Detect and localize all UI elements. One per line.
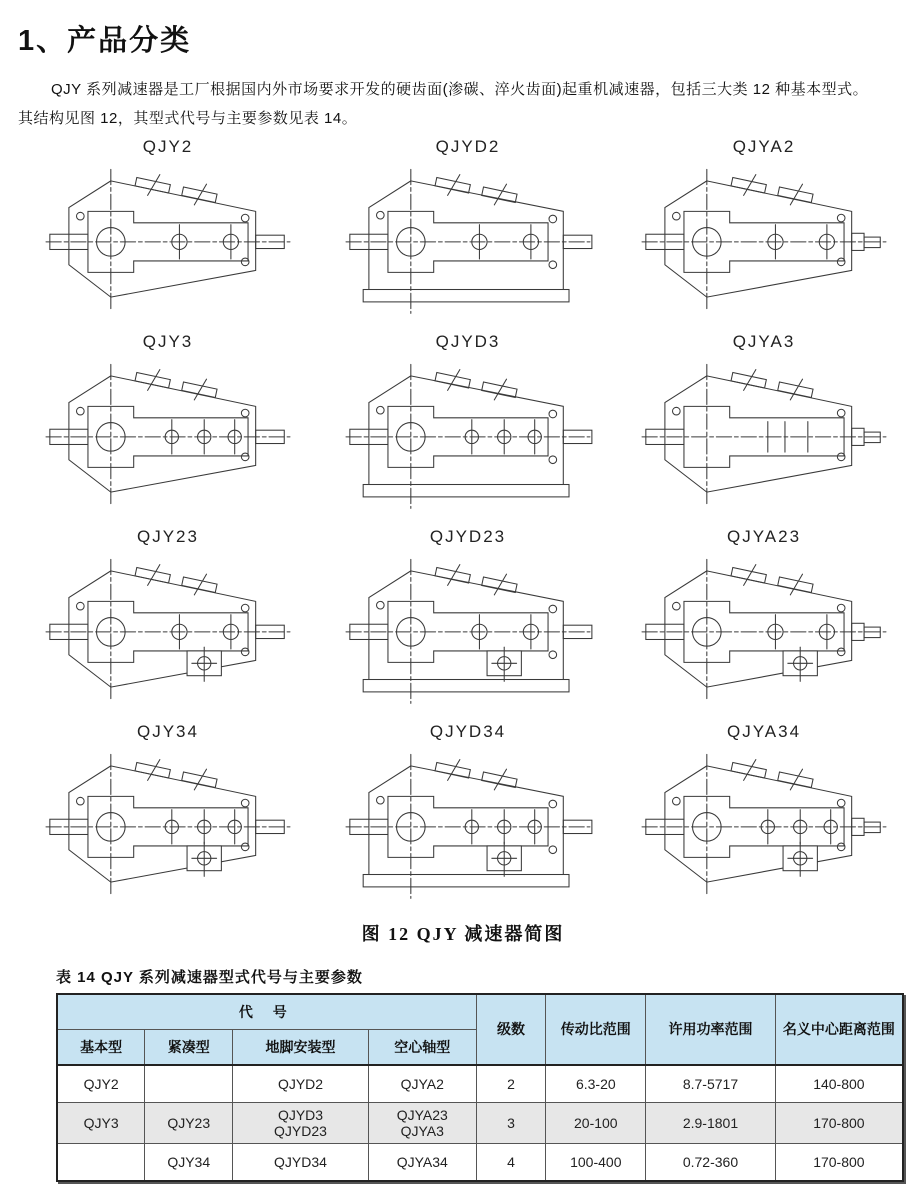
page-title: 1、产品分类 (18, 25, 192, 57)
figure-item (18, 331, 318, 526)
figure-item (618, 721, 910, 916)
figure-item (618, 136, 910, 331)
table-cell (57, 1143, 145, 1181)
model-label: QJYA23 (726, 526, 802, 546)
figure-item (618, 331, 910, 526)
gearbox-drawing (42, 158, 294, 320)
params-table (56, 993, 904, 1182)
intro-line-1: QJY 系列减速器是工厂根据国内外市场要求开发的硬齿面(渗碳、淬火齿面)起重机减速器，包括三大类 12 种基本型式。 (51, 81, 869, 98)
column-header-power: 许用功率范围 (646, 994, 776, 1065)
table-cell: 2.9-1801 (646, 1102, 776, 1143)
table-row (57, 1065, 903, 1103)
column-header-stages: 级数 (476, 994, 546, 1065)
intro-line-2: 其结构见图 12，其型式代号与主要参数见表 14。 (18, 110, 358, 128)
table-cell (145, 1065, 233, 1103)
table-cell: QJYD3 QJYD23 (233, 1102, 369, 1143)
table-cell: 3 (476, 1102, 546, 1143)
table-cell: 2 (476, 1065, 546, 1103)
model-label: QJYA2 (732, 136, 796, 156)
params-table-head (57, 994, 903, 1065)
column-header-hollow: 空心轴型 (368, 1029, 476, 1065)
gearbox-drawing (638, 743, 890, 905)
table-cell: QJY34 (145, 1143, 233, 1181)
table-cell: QJYA23 QJYA3 (368, 1102, 476, 1143)
column-header-compact: 紧凑型 (145, 1029, 233, 1065)
model-label: QJYD3 (435, 331, 501, 351)
model-label: QJYD34 (429, 721, 507, 741)
table-cell: QJYD34 (233, 1143, 369, 1181)
model-label: QJY23 (137, 526, 199, 546)
gearbox-drawing (638, 353, 890, 515)
gearbox-drawing (342, 743, 594, 905)
table-row (57, 1143, 903, 1181)
gearbox-drawing (638, 158, 890, 320)
table-cell: 140-800 (775, 1065, 903, 1103)
column-header-ratio: 传动比范围 (546, 994, 646, 1065)
table-cell: 8.7-5717 (646, 1065, 776, 1103)
column-header-basic: 基本型 (57, 1029, 145, 1065)
gearbox-drawing (42, 353, 294, 515)
table-cell: 4 (476, 1143, 546, 1181)
figure-item (318, 721, 618, 916)
table-caption: 表 14 QJY 系列减速器型式代号与主要参数 (56, 968, 363, 986)
table-cell: QJYA34 (368, 1143, 476, 1181)
model-label: QJY34 (137, 721, 199, 741)
table-cell: QJY3 (57, 1102, 145, 1143)
table-cell: 20-100 (546, 1102, 646, 1143)
table-cell: QJY23 (145, 1102, 233, 1143)
table-cell: 6.3-20 (546, 1065, 646, 1103)
table-cell: QJYD2 (233, 1065, 369, 1103)
figure-item (18, 136, 318, 331)
table-cell: 170-800 (775, 1102, 903, 1143)
gearbox-drawing (342, 353, 594, 515)
gearbox-drawing (638, 548, 890, 710)
figure-item (318, 136, 618, 331)
figure-item (18, 721, 318, 916)
table-cell: QJY2 (57, 1065, 145, 1103)
params-table-body (57, 1065, 903, 1181)
model-label: QJYD2 (435, 136, 501, 156)
model-label: QJYA34 (726, 721, 802, 741)
model-label: QJYD23 (429, 526, 507, 546)
table-cell: QJYA2 (368, 1065, 476, 1103)
model-label: QJY3 (142, 331, 194, 351)
table-cell: 100-400 (546, 1143, 646, 1181)
model-label: QJYA3 (732, 331, 796, 351)
column-header-center: 名义中心距离范围 (775, 994, 903, 1065)
figure-item (18, 526, 318, 721)
table-row (57, 1102, 903, 1143)
gearbox-drawing (42, 548, 294, 710)
figure-grid (18, 136, 908, 916)
figure-caption: 图 12 QJY 减速器简图 (361, 923, 565, 944)
intro-text (18, 75, 908, 134)
figure-item (618, 526, 910, 721)
model-label: QJY2 (142, 136, 194, 156)
figure-item (318, 526, 618, 721)
gearbox-drawing (342, 548, 594, 710)
table-cell: 170-800 (775, 1143, 903, 1181)
column-header-foot: 地脚安装型 (233, 1029, 369, 1065)
gearbox-drawing (342, 158, 594, 320)
column-header-codes: 代 号 (57, 994, 476, 1030)
gearbox-drawing (42, 743, 294, 905)
figure-item (318, 331, 618, 526)
table-cell: 0.72-360 (646, 1143, 776, 1181)
